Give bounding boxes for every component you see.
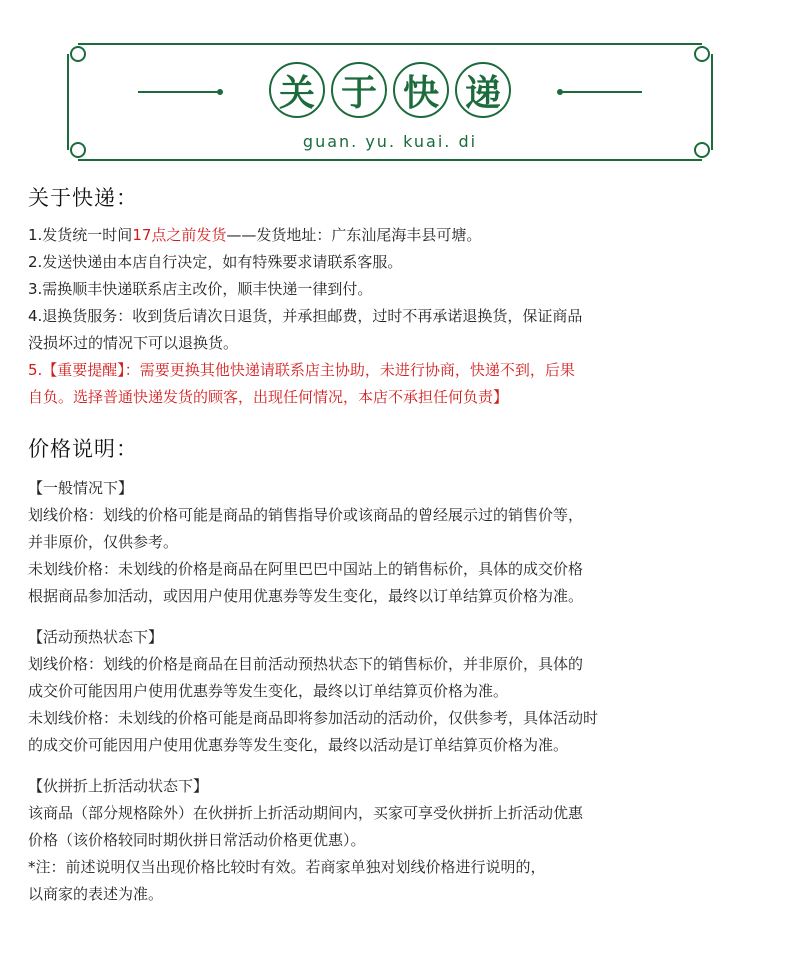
delivery-line-5a: 5.【重要提醒】：需要更换其他快递请联系店主协助，未进行协商，快递不到，后果: [28, 361, 575, 379]
delivery-time-highlight: 17点之前发货: [132, 226, 227, 244]
delivery-line-4a: 4.退换货服务：收到货后请次日退货，并承担邮费，过时不再承诺退换货，保证商品: [28, 307, 583, 325]
banner-subtitle: guan. yu. kuai. di: [302, 132, 478, 151]
pricing-s1-line-1: 划线价格：划线的价格可能是商品的销售指导价或该商品的曾经展示过的销售价等，: [28, 506, 584, 524]
pricing-s3-line-2: 价格（该价格较同时期伙拼日常活动价格更优惠）。: [28, 831, 366, 849]
pricing-section-3-title: 【伙拼折上折活动状态下】: [28, 777, 209, 795]
pricing-s2-line-4: 的成交价可能因用户使用优惠券等发生变化，最终以活动是订单结算页价格为准。: [28, 736, 569, 754]
pricing-section-2-title: 【活动预热状态下】: [28, 628, 164, 646]
pricing-s3-line-4: 以商家的表述为准。: [28, 885, 164, 903]
delivery-line-4b: 没损坏过的情况下可以退换货。: [28, 334, 239, 352]
banner-title: [64, 62, 716, 118]
header-banner: [64, 40, 716, 164]
delivery-heading: 关于快递：: [28, 186, 138, 210]
delivery-line-1-suffix: ——发货地址：广东汕尾海丰县可塘。: [226, 226, 482, 244]
pricing-s2-line-1: 划线价格：划线的价格是商品在目前活动预热状态下的销售标价，并非原价，具体的: [28, 655, 584, 673]
pricing-s1-line-3: 未划线价格：未划线的价格是商品在阿里巴巴中国站上的销售标价，具体的成交价格: [28, 560, 584, 578]
main-content: [28, 182, 778, 908]
delivery-line-3: 3.需换顺丰快递联系店主改价，顺丰快递一律到付。: [28, 280, 373, 298]
pricing-s1-line-2: 并非原价，仅供参考。: [28, 533, 179, 551]
delivery-line-1: [28, 222, 778, 249]
banner-char-2: 于: [331, 62, 387, 118]
pricing-section-1-title: 【一般情况下】: [28, 479, 134, 497]
banner-char-3: 快: [393, 62, 449, 118]
pricing-s1-line-4: 根据商品参加活动，或因用户使用优惠券等发生变化，最终以订单结算页价格为准。: [28, 587, 584, 605]
banner-char-1: 关: [269, 62, 325, 118]
delivery-line-5b: 自负。选择普通快递发货的顾客，出现任何情况，本店不承担任何负责】: [28, 388, 509, 406]
banner-char-4: 递: [455, 62, 511, 118]
pricing-s2-line-3: 未划线价格：未划线的价格可能是商品即将参加活动的活动价，仅供参考，具体活动时: [28, 709, 599, 727]
pricing-s3-line-3: *注：前述说明仅当出现价格比较时有效。若商家单独对划线价格进行说明的，: [28, 858, 546, 876]
delivery-line-2: 2.发送快递由本店自行决定，如有特殊要求请联系客服。: [28, 253, 403, 271]
delivery-line-1-prefix: 1.发货统一时间: [28, 226, 133, 244]
pricing-s3-line-1: 该商品（部分规格除外）在伙拼折上折活动期间内，买家可享受伙拼折上折活动优惠: [28, 804, 584, 822]
pricing-heading: 价格说明：: [28, 437, 138, 461]
pricing-s2-line-2: 成交价可能因用户使用优惠券等发生变化，最终以订单结算页价格为准。: [28, 682, 509, 700]
